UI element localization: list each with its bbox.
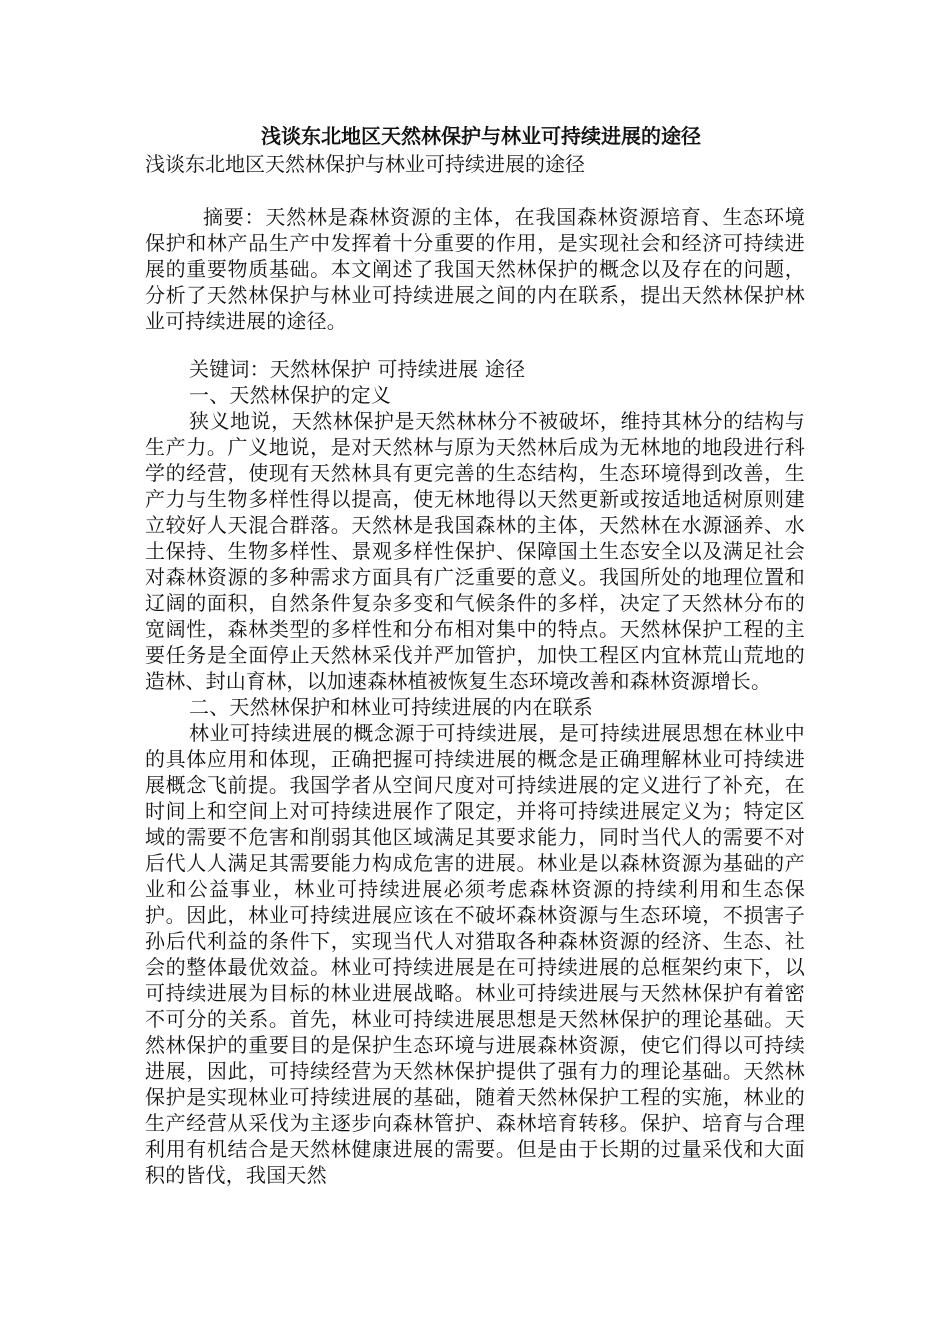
section-2-body: 林业可持续进展的概念源于可持续进展，是可持续进展思想在林业中的具体应用和体现，正确把握可持续进展的概念是正确理解林业可持续进展概念飞前提。我国学者从空间尺度对可持续进展的定义进行了补充，在时间上和空间上对可持续进展作了限定，并将可持续进展定义为；特定区域的需要不危害和削弱其他区域满足其要求能力，同时当代人的需要不对后代人人满足其需要能力构成危害的进展。林业是以森林资源为基础的产业和公益事业，林业可持续进展必须考虑森林资源的持续利用和生态保护。因此，林业可持续进展应该在不破坏森林资源与生态环境，不损害子孙后代利益的条件下，实现当代人对猎取各种森林资源的经济、生态、社会的整体最优效益。林业可持续进展是在可持续进展的总框架约束下，以可持续进展为目标的林业进展战略。林业可持续进展与天然林保护有着密不可分的关系。首先，林业可持续进展思想是天然林保护的理论基础。天然林保护的重要目的是保护生态环境与进展森林资源，使它们得以可持续进展，因此，可持续经营为天然林保护提供了强有力的理论基础。天然林保护是实现林业可持续进展的基础，随着天然林保护工程的实施，林业的生产经营从采伐为主逐步向森林管护、森林培育转移。保护、培育与合理利用有机结合是天然林健康进展的需要。但是由于长期的过量采伐和大面积的皆伐，我国天然 (145, 721, 805, 1187)
section-2-heading: 二、天然林保护和林业可持续进展的内在联系 (189, 695, 593, 719)
section-1-body: 狭义地说，天然林保护是天然林林分不被破坏，维持其林分的结构与生产力。广义地说，是对天然林与原为天然林后成为无林地的地段进行科学的经营，使现有天然林具有更完善的生态结构，生态环境得到改善，生产力与生物多样性得以提高，使无林地得以天然更新或按适地适树原则建立较好人天混合群落。天然林是我国森林的主体，天然林在水源涵养、水土保持、生物多样性、景观多样性保护、保障国土生态安全以及满足社会对森林资源的多种需求方面具有广泛重要的意义。我国所处的地理位置和辽阔的面积，自然条件复杂多变和气候条件的多样，决定了天然林分布的宽阔性，森林类型的多样性和分布相对集中的特点。天然林保护工程的主要任务是全面停止天然林采伐并严加管护，加快工程区内宜林荒山荒地的造林、封山育林，以加速森林植被恢复生态环境改善和森林资源增长。 (145, 409, 805, 693)
section-1-heading: 一、天然林保护的定义 (189, 383, 391, 407)
document-subtitle: 浅谈东北地区天然林保护与林业可持续进展的途径 (145, 152, 585, 176)
keywords-line: 关键词：天然林保护 可持续进展 途径 (189, 357, 526, 381)
paragraph-gap (145, 334, 805, 356)
document-title: 浅谈东北地区天然林保护与林业可持续进展的途径 (261, 124, 701, 148)
document-page (145, 122, 805, 1188)
abstract-paragraph: 摘要：天然林是森林资源的主体，在我国森林资源培育、生态环境保护和林产品生产中发挥着十分重要的作用，是实现社会和经济可持续进展的重要物质基础。本文阐述了我国天然林保护的概念以及存在的问题，分析了天然林保护与林业可持续进展之间的内在联系，提出天然林保护林业可持续进展的途径。 (145, 205, 805, 333)
